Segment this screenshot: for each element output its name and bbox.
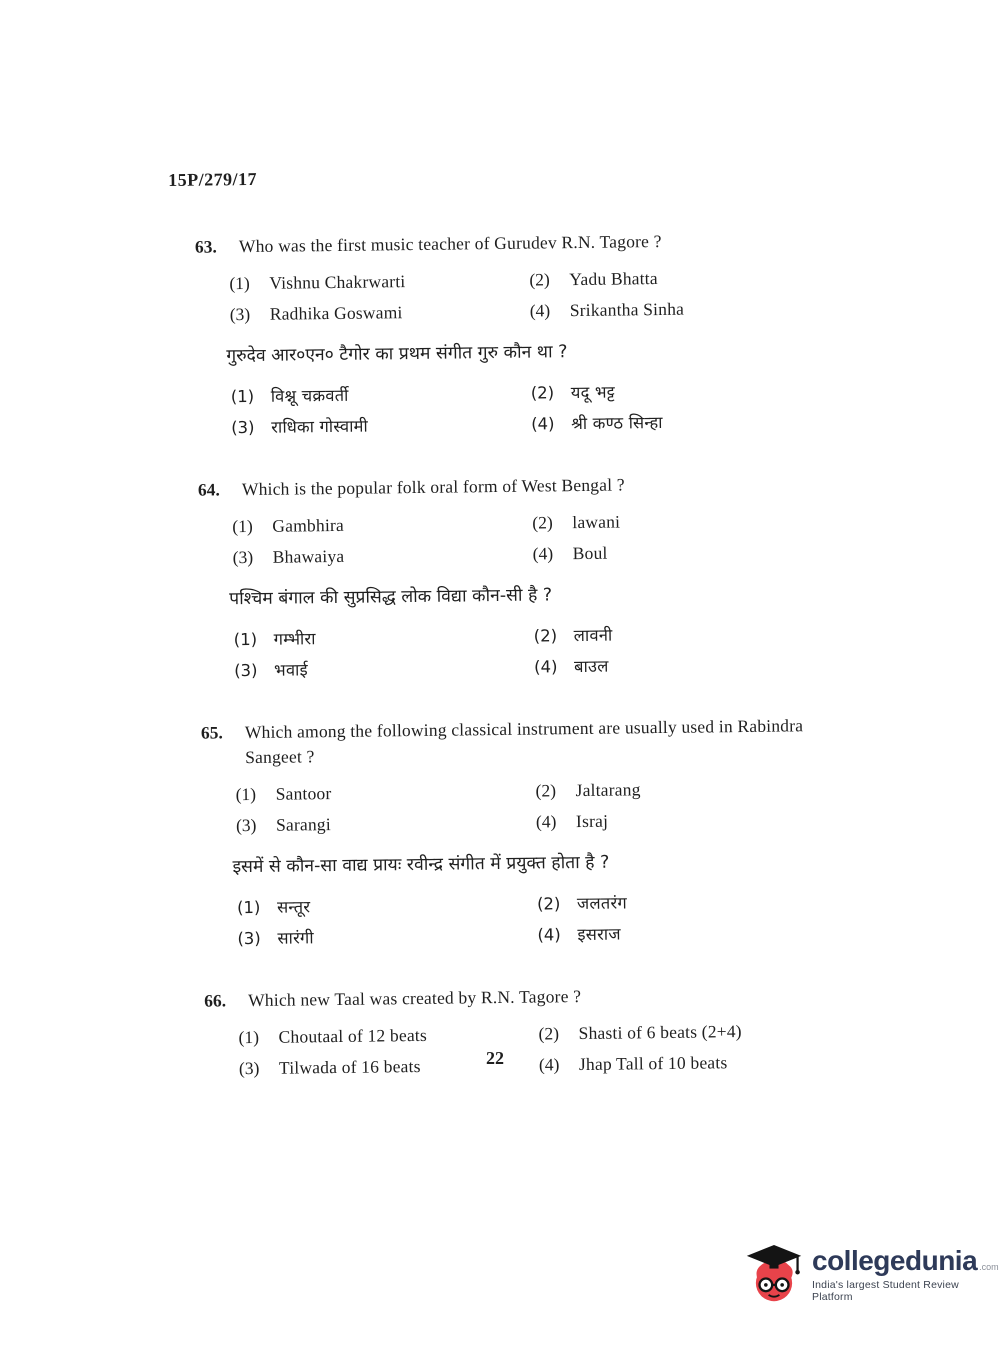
option [537,917,845,951]
option-label: Bhawaiya [272,545,345,567]
question-text-en: Which is the popular folk oral form of West Bengal ? [241,474,625,500]
option-label: Choutaal of 12 beats [278,1024,428,1047]
option [230,296,530,330]
option [235,776,535,810]
page-number: 22 [486,1048,504,1068]
brand-suffix: .com [979,1261,999,1272]
option [535,772,843,806]
option [233,539,533,573]
question-64 [172,470,843,687]
option-number: (4) [538,1054,560,1075]
question-number: 65. [200,722,223,743]
option-number: (2) [532,512,553,533]
option [234,622,534,656]
question-text-en: Who was the first music teacher of Gurudev R.N. Tagore ? [238,230,662,257]
options-hi [234,618,843,686]
option-label: Radhika Goswami [269,302,403,324]
option-label: Jaltarang [575,779,641,801]
option-label: सन्तूर [276,897,311,917]
option-number: (3) [235,814,257,836]
option-label: Vishnu Chakrwarti [269,271,406,293]
option-label: सारंगी [277,928,314,948]
option-number: (2) [535,780,557,801]
option-label: Shasti of 6 beats (2+4) [578,1021,742,1044]
question-number: 63. [194,236,217,257]
option-number: (4) [533,657,558,677]
option-number: (2) [538,1023,560,1044]
option-number: (3) [231,417,255,438]
option [536,803,844,837]
collegedunia-mascot-icon [745,1243,803,1305]
options-en [235,772,844,840]
option [534,618,842,652]
option [533,535,841,569]
option-label: लावनी [573,625,613,646]
option-label: Santoor [275,783,332,804]
collegedunia-logo [745,1243,1001,1305]
option-label: विश्नू चक्रवर्ती [270,385,349,406]
option-number: (2) [530,383,555,403]
option-label: गम्भीरा [273,629,316,649]
option-number: (3) [234,660,258,681]
options-hi [231,375,840,443]
option [534,649,842,683]
options-en [229,261,838,329]
options-hi [237,886,846,954]
question-list [169,227,847,1084]
question-63 [169,227,840,444]
question-text-en: Which among the following classical instrument are usually used in Rabindra Sangeet ? [244,715,804,768]
option [237,890,537,924]
page-content [168,162,848,1118]
option-number: (3) [229,304,251,325]
option-label: Jhap Tall of 10 beats [578,1052,728,1075]
option-number: (4) [537,925,561,945]
option [236,807,536,841]
option-number: (1) [235,783,257,805]
question-text-hi: पश्चिम बंगाल की सुप्रसिद्ध लोक विद्या कौन-सी है ? [229,585,553,610]
option-number: (1) [230,386,255,407]
option [530,292,838,326]
option [537,886,845,920]
option [229,265,529,299]
question-number: 66. [204,990,227,1011]
option-number: (1) [236,897,261,918]
option-number: (1) [233,629,258,650]
question-text-en: Which new Taal was created by R.N. Tagore ? [248,986,582,1011]
option-number: (3) [237,928,261,949]
option-number: (2) [529,269,550,290]
option-label: Sarangi [275,814,331,835]
option-label: Srikantha Sinha [569,298,685,321]
option [237,921,537,955]
option [232,508,532,542]
option-number: (4) [529,300,551,321]
option-number: (2) [536,894,561,914]
option-number: (1) [238,1026,260,1048]
option [231,379,531,413]
options-en [232,504,841,572]
option [532,504,840,538]
option-label: Tilwada of 16 beats [278,1055,421,1078]
option-number: (1) [232,515,253,537]
brand-wordmark: collegedunia [812,1244,978,1276]
option [231,410,531,444]
brand-tagline: India's largest Student Review Platform [812,1278,959,1303]
brand-text [812,1246,1001,1303]
option-number: (4) [532,543,554,564]
option-number: (2) [533,626,558,646]
question-65 [175,713,846,955]
option-label: Yadu Bhatta [569,268,658,290]
option-label: भवाई [274,660,308,680]
option-label: राधिका गोस्वामी [271,416,369,437]
option-label: यदू भट्ट [570,382,616,403]
option-label: श्री कण्ठ सिन्हा [571,412,663,434]
option-label: Israj [575,810,609,832]
question-text-hi: गुरुदेव आर०एन० टैगोर का प्रथम संगीत गुरु कौन था ? [226,342,568,367]
question-number: 64. [197,479,220,500]
option-number: (4) [531,414,555,434]
option [538,1015,846,1049]
option-label: जलतरंग [576,893,627,914]
option-label: इसराज [577,924,621,945]
option-label: Boul [572,542,608,564]
option-number: (1) [229,273,250,294]
option-number: (3) [238,1057,260,1079]
option [234,653,534,687]
option-label: Gambhira [272,514,345,536]
option-number: (3) [232,546,254,568]
option-label: lawani [572,511,621,533]
option [531,406,839,440]
option-number: (4) [535,811,557,832]
option [531,375,839,409]
paper-code: 15P/279/17 [168,168,258,190]
question-text-hi: इसमें से कौन-सा वाद्य प्रायः रवीन्द्र संगीत में प्रयुक्त होता है ? [232,852,610,878]
option [529,261,837,295]
option-label: बाउल [573,656,609,677]
